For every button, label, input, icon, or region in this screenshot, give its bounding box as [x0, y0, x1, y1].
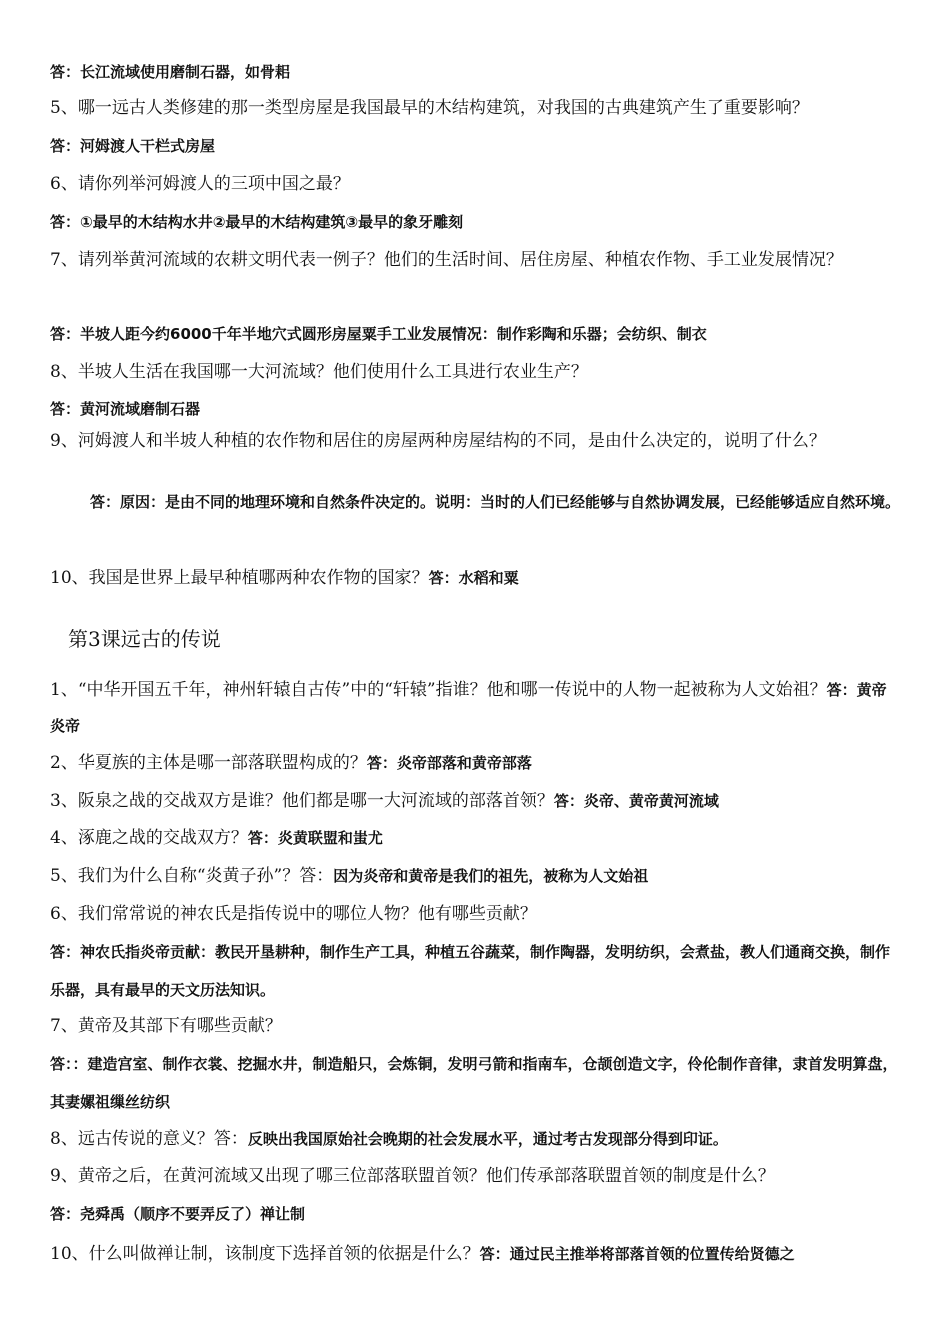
question-7: 7、请列举黄河流域的农耕文明代表一例子？他们的生活时间、居住房屋、种植农作物、手工业发展情况？	[50, 250, 843, 270]
section-question-2-text: 2、华夏族的主体是哪一部落联盟构成的？	[50, 753, 367, 773]
section-question-3	[50, 783, 900, 819]
answer-9: 答：原因：是由不同的地理环境和自然条件决定的。说明：当时的人们已经能够与自然协调发展，已经能够适应自然环境。	[90, 493, 901, 511]
answer-4: 答：长江流域使用磨制石器，如骨耜	[50, 63, 291, 81]
section-question-7: 7、黄帝及其部下有哪些贡献？	[50, 1016, 282, 1036]
section-question-4	[50, 820, 900, 856]
section-answer-6: 答：神农氏指炎帝贡献：教民开垦耕种，制作生产工具，种植五谷蔬菜，制作陶器，发明纺织，会煮盐，教人们通商交换，制作乐器，具有最早的天文历法知识。	[50, 943, 891, 999]
question-6: 6、请你列举河姆渡人的三项中国之最？	[50, 174, 350, 194]
section-question-5	[50, 858, 900, 894]
answer-5: 答：河姆渡人干栏式房屋	[50, 137, 216, 155]
section-question-2	[50, 745, 900, 781]
section-answer-5-prefix: 答：	[299, 866, 334, 886]
question-5: 5、哪一远古人类修建的那一类型房屋是我国最早的木结构建筑，对我国的古典建筑产生了重要影响？	[50, 98, 809, 118]
question-10	[50, 560, 900, 596]
question-9: 9、河姆渡人和半坡人种植的农作物和居住的房屋两种房屋结构的不同，是由什么决定的，说明了什么？	[50, 431, 826, 451]
answer-6: 答：①最早的木结构水井②最早的木结构建筑③最早的象牙雕刻	[50, 213, 464, 231]
section-question-10	[50, 1236, 900, 1272]
section-answer-7: 答：：建造宫室、制作衣裳、挖掘水井，制造船只，会炼铜，发明弓箭和指南车，仓颉创造文字，伶伦制作音律，隶首发明算盘，其妻嫘祖缫丝纺织	[50, 1055, 898, 1111]
section-answer-3: 答：炎帝、黄帝黄河流域	[553, 792, 719, 810]
section-question-6: 6、我们常常说的神农氏是指传说中的哪位人物？他有哪些贡献？	[50, 904, 537, 924]
section-question-10-text: 10、什么叫做禅让制，该制度下选择首领的依据是什么？	[50, 1244, 480, 1264]
section-answer-10: 答：通过民主推举将部落首领的位置传给贤德之	[479, 1245, 795, 1263]
question-8: 8、半坡人生活在我国哪一大河流域？他们使用什么工具进行农业生产？	[50, 362, 588, 382]
section-question-1-text: 1、“中华开国五千年，神州轩辕自古传”中的“轩辕”指谁？他和哪一传说中的人物一起被称为人文始祖？	[50, 680, 827, 700]
answer-10: 答：水稻和粟	[428, 569, 519, 587]
section-answer-4: 答：炎黄联盟和蚩尤	[247, 829, 383, 847]
section-answer-5: 因为炎帝和黄帝是我们的祖先，被称为人文始祖	[333, 867, 649, 885]
section-answer-1: 答：黄帝炎帝	[50, 681, 887, 735]
section-question-1	[50, 672, 900, 744]
section-answer-9: 答：尧舜禹（顺序不要弄反了）禅让制	[50, 1205, 306, 1223]
section-question-5-text: 5、我们为什么自称“炎黄子孙”？	[50, 866, 300, 886]
section-question-3-text: 3、阪泉之战的交战双方是谁？他们都是哪一大河流域的部落首领？	[50, 791, 554, 811]
section-answer-8-prefix: 答：	[213, 1129, 248, 1149]
question-10-text: 10、我国是世界上最早种植哪两种农作物的国家？	[50, 568, 429, 588]
section-question-9: 9、黄帝之后，在黄河流域又出现了哪三位部落联盟首领？他们传承部落联盟首领的制度是什么？	[50, 1166, 775, 1186]
section-answer-2: 答：炎帝部落和黄帝部落	[366, 754, 532, 772]
section-title: 第3课远古的传说	[68, 627, 221, 651]
section-question-8	[50, 1121, 900, 1157]
section-question-4-text: 4、涿鹿之战的交战双方？	[50, 828, 248, 848]
section-question-8-text: 8、远古传说的意义？	[50, 1129, 214, 1149]
answer-7: 答：半坡人距今约6000千年半地穴式圆形房屋粟手工业发展情况：制作彩陶和乐器；会纺织、制衣	[50, 325, 707, 343]
answer-8: 答：黄河流域磨制石器	[50, 400, 201, 418]
section-answer-8: 反映出我国原始社会晚期的社会发展水平，通过考古发现部分得到印证。	[247, 1130, 728, 1148]
